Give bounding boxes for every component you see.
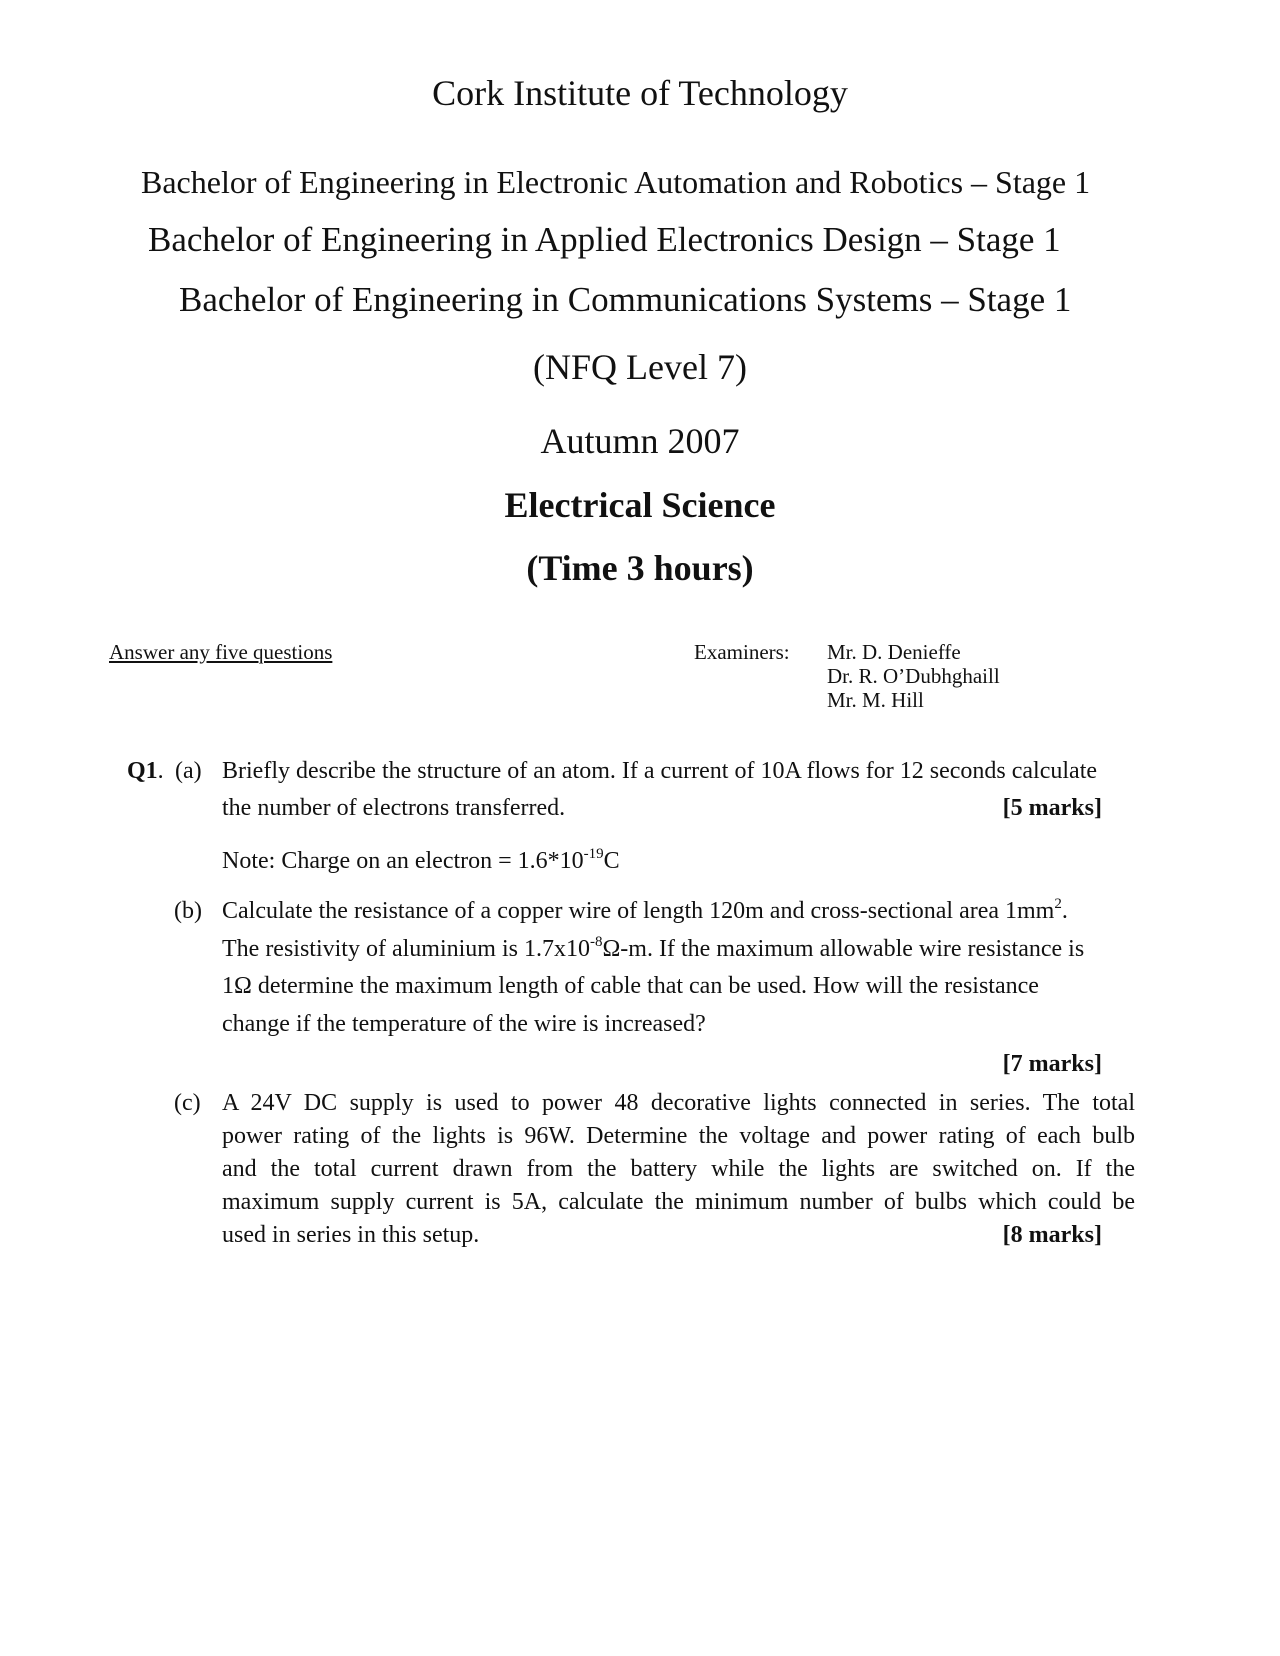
note-exponent: -19 [583,846,604,862]
exam-duration: (Time 3 hours) [526,548,754,588]
programme-title: Bachelor of Engineering in Communications Systems – Stage 1 [179,280,1072,319]
note-unit: C [603,848,620,874]
text-span: The resistivity of aluminium is 1.7x10 [222,936,590,962]
examiner-name: Dr. R. O’Dubhghaill [827,664,1000,688]
question-text-line: 1Ω determine the maximum length of cable that can be used. How will the resistance [222,973,1039,999]
text-span: . [1061,898,1068,924]
question-text-line: A 24V DC supply is used to power 48 decorative lights connected in series. The total [222,1090,1135,1116]
question-text-line [222,936,1084,963]
note-text: Note: Charge on an electron = 1.6*10 [222,848,584,874]
exam-session: Autumn 2007 [540,421,740,461]
programme-title: Bachelor of Engineering in Electronic Automation and Robotics – Stage 1 [141,164,1091,200]
question-text-line: and the total current drawn from the battery while the lights are switched on. If the [222,1156,1135,1182]
exponent: 2 [1054,896,1062,912]
marks-label: [7 marks] [1002,1051,1102,1077]
question-number [127,758,164,785]
question-number-suffix: . [157,758,164,784]
question-number-text: Q1 [127,758,158,784]
question-text-line: power rating of the lights is 96W. Determine the voltage and power rating of each bulb [222,1123,1135,1149]
question-text-line: the number of electrons transferred. [222,795,566,821]
part-label: (a) [175,758,202,784]
question-text-line: Briefly describe the structure of an atom. If a current of 10A flows for 12 seconds calculate [222,758,1098,784]
exponent: -8 [589,934,603,950]
exam-instruction: Answer any five questions [109,640,333,664]
subject-title: Electrical Science [504,485,776,525]
part-label: (b) [174,898,202,924]
marks-label: [8 marks] [1002,1222,1102,1248]
question-text-line: maximum supply current is 5A, calculate the minimum number of bulbs which could be [222,1189,1135,1215]
institution-title: Cork Institute of Technology [432,73,848,113]
question-text-line: used in series in this setup. [222,1222,480,1248]
text-span: Calculate the resistance of a copper wire of length 120m and cross-sectional area 1mm [222,898,1055,924]
marks-label: [5 marks] [1002,795,1102,821]
question-note [222,848,620,875]
examiner-name: Mr. M. Hill [827,688,924,712]
examiner-name: Mr. D. Denieffe [827,640,961,664]
nfq-level: (NFQ Level 7) [533,347,747,387]
question-text-line: change if the temperature of the wire is increased? [222,1011,706,1037]
programme-title: Bachelor of Engineering in Applied Electronics Design – Stage 1 [148,220,1061,259]
examiners-label: Examiners: [694,640,790,664]
part-label: (c) [174,1090,201,1116]
text-span: Ω-m. If the maximum allowable wire resistance is [602,936,1085,962]
question-text-line [222,898,1068,925]
